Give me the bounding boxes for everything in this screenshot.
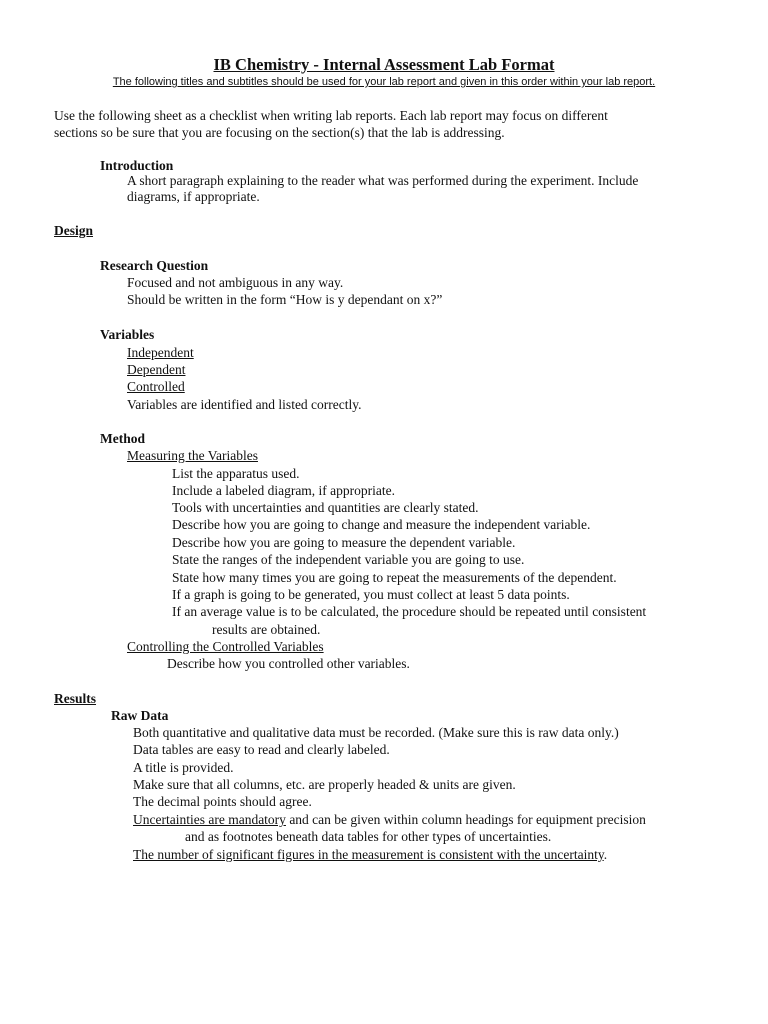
- variable-type-dependent: Dependent: [127, 362, 186, 377]
- method-item: Include a labeled diagram, if appropriate.: [172, 483, 396, 498]
- raw-data-item: Data tables are easy to read and clearly labeled.: [133, 742, 390, 757]
- document-title: IB Chemistry - Internal Assessment Lab Format: [213, 55, 555, 74]
- method-item-continuation: results are obtained.: [212, 622, 321, 637]
- introduction-heading: Introduction: [100, 158, 174, 173]
- sig-figs-text: The number of significant figures in the measurement is consistent with the uncertainty: [133, 847, 604, 862]
- controlling-variables-subheading: Controlling the Controlled Variables: [127, 639, 324, 654]
- variable-type-independent: Independent: [127, 345, 194, 360]
- research-question-heading: Research Question: [100, 258, 209, 273]
- method-item: State the ranges of the independent variable you are going to use.: [172, 552, 525, 567]
- method-item: Describe how you are going to measure the dependent variable.: [172, 535, 516, 550]
- intro-paragraph-line-1: Use the following sheet as a checklist when writing lab reports. Each lab report may focus on different: [54, 108, 608, 123]
- measuring-variables-subheading: Measuring the Variables: [127, 448, 258, 463]
- uncertainty-continuation: and as footnotes beneath data tables for other types of uncertainties.: [185, 829, 552, 844]
- variables-heading: Variables: [100, 327, 155, 342]
- method-item: If a graph is going to be generated, you must collect at least 5 data points.: [172, 587, 570, 602]
- intro-paragraph-line-2: sections so be sure that you are focusing on the section(s) that the lab is addressing.: [54, 125, 505, 140]
- method-item: Describe how you are going to change and measure the independent variable.: [172, 517, 591, 532]
- research-question-item: Focused and not ambiguous in any way.: [127, 275, 344, 290]
- variable-type-controlled: Controlled: [127, 379, 185, 394]
- controlling-variables-item: Describe how you controlled other variables.: [167, 656, 410, 671]
- method-item: If an average value is to be calculated, the procedure should be repeated until consistent: [172, 604, 647, 619]
- uncertainty-line: [133, 811, 646, 828]
- document-subtitle: The following titles and subtitles should be used for your lab report and given in this order within your lab report.: [112, 76, 656, 88]
- uncertainty-emphasis: Uncertainties are mandatory: [133, 812, 286, 827]
- method-item: List the apparatus used.: [172, 466, 300, 481]
- raw-data-item: A title is provided.: [133, 760, 234, 775]
- method-item: Tools with uncertainties and quantities are clearly stated.: [172, 500, 479, 515]
- method-heading: Method: [100, 431, 145, 446]
- sig-figs-line: [133, 846, 607, 863]
- method-item: State how many times you are going to repeat the measurements of the dependent.: [172, 570, 617, 585]
- raw-data-heading: Raw Data: [111, 708, 169, 723]
- research-question-item: Should be written in the form “How is y dependant on x?”: [127, 292, 443, 307]
- introduction-line-2: diagrams, if appropriate.: [127, 189, 260, 204]
- design-heading: Design: [54, 223, 94, 238]
- uncertainty-rest: and can be given within column headings for equipment precision: [285, 812, 646, 827]
- sig-figs-period: .: [603, 847, 608, 862]
- raw-data-item: Both quantitative and qualitative data must be recorded. (Make sure this is raw data only.): [133, 725, 619, 740]
- results-heading: Results: [54, 691, 97, 706]
- variables-note: Variables are identified and listed correctly.: [127, 397, 362, 412]
- raw-data-item: The decimal points should agree.: [133, 794, 312, 809]
- introduction-line-1: A short paragraph explaining to the reader what was performed during the experiment. Include: [127, 173, 639, 188]
- raw-data-item: Make sure that all columns, etc. are properly headed & units are given.: [133, 777, 516, 792]
